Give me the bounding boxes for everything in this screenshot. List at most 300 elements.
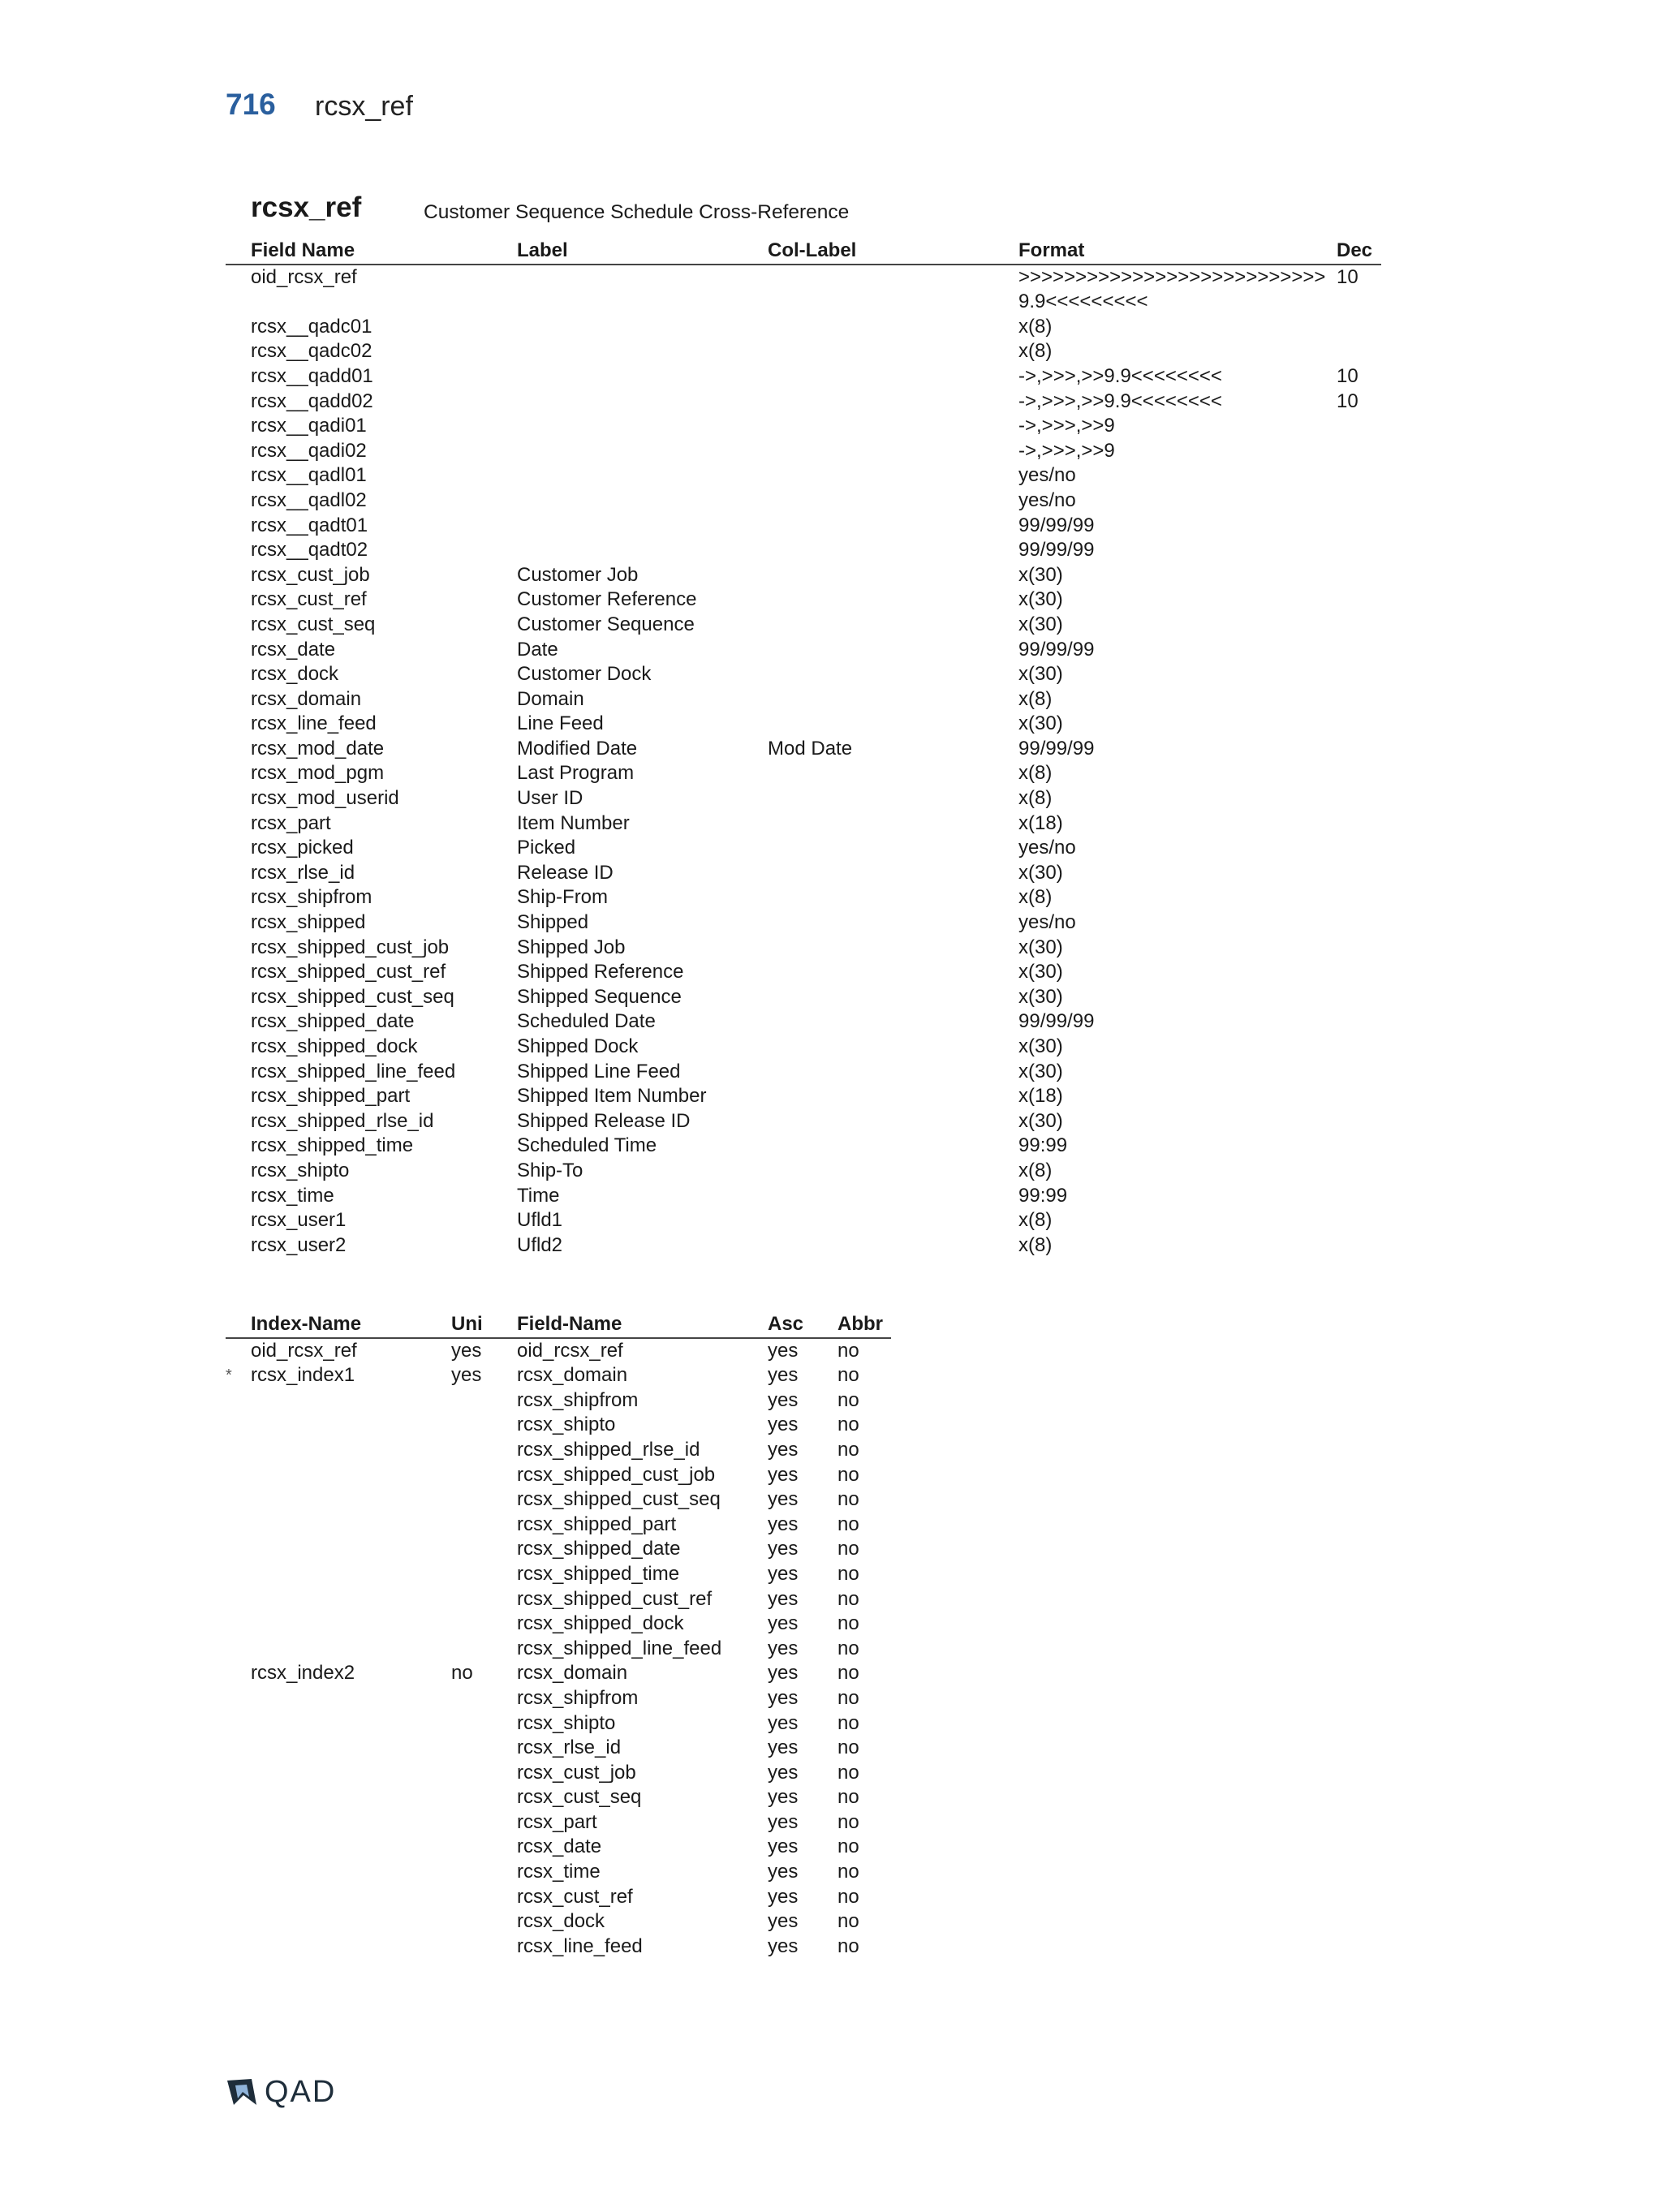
header-asc: Asc	[768, 1313, 804, 1335]
dec-cell	[1337, 662, 1381, 687]
row-mark	[226, 761, 251, 786]
table-row	[226, 463, 1381, 488]
ascending-cell: yes	[768, 1810, 799, 1833]
table-row	[226, 587, 1381, 613]
header-label: Label	[517, 239, 568, 261]
row-mark	[226, 737, 251, 762]
field-name-cell: rcsx_time	[251, 1184, 334, 1207]
primary-index-marker	[226, 1810, 251, 1835]
primary-index-marker	[226, 1537, 251, 1562]
index-name-cell	[251, 1785, 451, 1810]
ascending-cell: yes	[768, 1513, 799, 1535]
logo-text: QAD	[265, 2074, 337, 2109]
header-dec: Dec	[1337, 239, 1373, 261]
row-mark	[226, 613, 251, 638]
index-name-cell	[251, 1686, 451, 1711]
index-field-cell: rcsx_shipped_cust_ref	[517, 1587, 713, 1610]
row-mark	[226, 836, 251, 861]
field-name-cell: rcsx_rlse_id	[251, 861, 355, 884]
dec-cell	[1337, 514, 1381, 539]
index-field-cell: rcsx_cust_seq	[517, 1786, 642, 1809]
table-row	[226, 836, 1381, 861]
abbreviated-cell: no	[837, 1463, 859, 1486]
unique-cell	[451, 1885, 517, 1910]
index-field-cell: rcsx_cust_job	[517, 1761, 636, 1784]
table-name: rcsx_ref	[251, 192, 362, 223]
dec-cell	[1337, 1009, 1381, 1035]
field-name-cell: rcsx_shipped_line_feed	[251, 1060, 456, 1082]
dec-cell	[1337, 811, 1381, 837]
dec-cell	[1337, 414, 1381, 439]
row-mark	[226, 488, 251, 514]
ascending-cell: yes	[768, 1637, 799, 1659]
format-cell: 99/99/99	[1018, 1010, 1095, 1033]
table-row	[226, 662, 1381, 687]
format-cell: x(30)	[1018, 712, 1063, 735]
ascending-cell: yes	[768, 1538, 799, 1560]
field-name-cell: rcsx_shipped_time	[251, 1134, 414, 1157]
label-cell: Line Feed	[517, 712, 604, 735]
field-name-cell: rcsx_shipped_date	[251, 1010, 415, 1033]
label-cell	[517, 463, 768, 488]
field-name-cell: rcsx__qadc01	[251, 315, 372, 338]
row-mark	[226, 315, 251, 340]
index-name-cell: oid_rcsx_ref	[251, 1339, 357, 1362]
label-cell: User ID	[517, 787, 583, 810]
index-name-cell	[251, 1934, 451, 1960]
unique-cell	[451, 1388, 517, 1414]
unique-cell	[451, 1810, 517, 1835]
unique-cell	[451, 1587, 517, 1612]
format-cell: 99/99/99	[1018, 638, 1095, 661]
row-mark	[226, 1134, 251, 1159]
label-cell: Shipped Job	[517, 936, 626, 958]
format-cell: yes/no	[1018, 488, 1076, 511]
header-format: Format	[1018, 239, 1085, 261]
row-mark	[226, 910, 251, 936]
abbreviated-cell: no	[837, 1861, 859, 1883]
col-label-cell	[768, 1109, 1018, 1134]
ascending-cell: yes	[768, 1463, 799, 1486]
index-field-cell: rcsx_cust_ref	[517, 1885, 633, 1908]
col-label-cell	[768, 960, 1018, 985]
abbreviated-cell: no	[837, 1388, 859, 1411]
label-cell: Ship-To	[517, 1159, 583, 1181]
table-description: Customer Sequence Schedule Cross-Reference	[424, 201, 850, 223]
label-cell: Scheduled Date	[517, 1010, 656, 1033]
table-row	[226, 910, 1381, 936]
row-mark	[226, 638, 251, 663]
label-cell: Shipped Line Feed	[517, 1060, 681, 1082]
unique-cell	[451, 1761, 517, 1786]
row-mark	[226, 985, 251, 1010]
format-cell: yes/no	[1018, 464, 1076, 487]
index-field-cell: rcsx_shipfrom	[517, 1388, 639, 1411]
ascending-cell: yes	[768, 1934, 799, 1957]
index-field-cell: rcsx_shipped_time	[517, 1562, 680, 1585]
field-table	[226, 239, 1381, 1258]
row-mark	[226, 861, 251, 886]
index-name-cell	[251, 1637, 451, 1662]
label-cell: Modified Date	[517, 737, 638, 760]
unique-cell	[451, 1711, 517, 1736]
table-row	[226, 514, 1381, 539]
ascending-cell: yes	[768, 1438, 799, 1461]
col-label-cell	[768, 1233, 1018, 1259]
format-cell: x(30)	[1018, 985, 1063, 1008]
field-name-cell: rcsx_shipped	[251, 911, 366, 934]
table-row	[226, 737, 1381, 762]
dec-cell	[1337, 936, 1381, 961]
table-row	[226, 985, 1381, 1010]
label-cell: Customer Job	[517, 563, 639, 586]
format-cell: x(30)	[1018, 861, 1063, 884]
format-cell: x(8)	[1018, 315, 1053, 338]
row-mark	[226, 885, 251, 910]
row-mark	[226, 1035, 251, 1060]
abbreviated-cell: no	[837, 1438, 859, 1461]
col-label-cell	[768, 687, 1018, 712]
index-field-cell: rcsx_shipped_line_feed	[517, 1637, 722, 1659]
dec-cell	[1337, 712, 1381, 737]
dec-cell	[1337, 1084, 1381, 1109]
row-mark	[226, 339, 251, 364]
table-row	[226, 1134, 1381, 1159]
table-row	[226, 638, 1381, 663]
primary-index-marker	[226, 1587, 251, 1612]
format-cell: yes/no	[1018, 911, 1076, 934]
label-cell: Date	[517, 638, 558, 661]
col-label-cell	[768, 712, 1018, 737]
table-row	[226, 786, 1381, 811]
header-index-name: Index-Name	[251, 1313, 362, 1335]
table-row	[226, 1736, 891, 1761]
col-label-cell	[768, 638, 1018, 663]
label-cell	[517, 439, 768, 464]
table-row	[226, 1338, 891, 1364]
field-name-cell: rcsx_shipped_cust_ref	[251, 961, 446, 983]
table-row	[226, 339, 1381, 364]
label-cell: Ufld1	[517, 1209, 563, 1232]
header-col-label: Col-Label	[768, 239, 857, 261]
unique-cell	[451, 1785, 517, 1810]
table-row	[226, 1686, 891, 1711]
primary-index-marker	[226, 1513, 251, 1538]
col-label-cell	[768, 339, 1018, 364]
abbreviated-cell: no	[837, 1885, 859, 1908]
col-label-cell: Mod Date	[768, 737, 853, 760]
index-field-cell: rcsx_shipped_cust_job	[517, 1463, 716, 1486]
field-name-cell: rcsx__qadi02	[251, 439, 367, 462]
ascending-cell: yes	[768, 1686, 799, 1709]
index-field-cell: rcsx_domain	[517, 1364, 628, 1387]
col-label-cell	[768, 1134, 1018, 1159]
abbreviated-cell: no	[837, 1637, 859, 1659]
field-name-cell: rcsx_cust_seq	[251, 613, 376, 635]
dec-cell	[1337, 563, 1381, 588]
format-cell: x(30)	[1018, 961, 1063, 983]
table-row	[226, 1388, 891, 1414]
col-label-cell	[768, 985, 1018, 1010]
index-name-cell	[251, 1413, 451, 1438]
field-name-cell: rcsx_shipped_cust_seq	[251, 985, 454, 1008]
abbreviated-cell: no	[837, 1910, 859, 1933]
qad-logo-icon	[226, 2077, 258, 2107]
unique-cell	[451, 1487, 517, 1513]
primary-index-marker	[226, 1661, 251, 1686]
index-name-cell	[251, 1587, 451, 1612]
table-row	[226, 1363, 891, 1388]
field-name-cell: rcsx_mod_pgm	[251, 762, 385, 785]
field-name-cell: oid_rcsx_ref	[251, 265, 357, 288]
field-name-cell: rcsx_shipped_rlse_id	[251, 1109, 434, 1132]
ascending-cell: yes	[768, 1761, 799, 1784]
index-name-cell	[251, 1736, 451, 1761]
index-field-cell: rcsx_shipped_cust_seq	[517, 1488, 721, 1511]
table-row	[226, 538, 1381, 563]
format-cell: ->,>>>,>>9.9<<<<<<<<	[1018, 389, 1222, 412]
table-row	[226, 1761, 891, 1786]
format-cell: ->,>>>,>>9	[1018, 439, 1115, 462]
dec-cell	[1337, 439, 1381, 464]
format-cell: ->,>>>,>>9.9<<<<<<<<	[1018, 364, 1222, 387]
format-cell: x(8)	[1018, 1209, 1053, 1232]
label-cell: Customer Sequence	[517, 613, 695, 635]
format-cell: x(30)	[1018, 563, 1063, 586]
field-name-cell: rcsx_date	[251, 638, 336, 661]
table-row	[226, 364, 1381, 389]
table-row	[226, 1637, 891, 1662]
row-mark	[226, 1233, 251, 1259]
ascending-cell: yes	[768, 1612, 799, 1635]
row-mark	[226, 439, 251, 464]
index-field-cell: rcsx_line_feed	[517, 1934, 643, 1957]
format-cell: x(30)	[1018, 663, 1063, 686]
unique-cell: no	[451, 1662, 473, 1685]
table-row	[226, 1612, 891, 1637]
abbreviated-cell: no	[837, 1686, 859, 1709]
format-cell: x(30)	[1018, 613, 1063, 635]
label-cell	[517, 538, 768, 563]
row-mark	[226, 1208, 251, 1233]
table-row	[226, 488, 1381, 514]
format-cell: 99:99	[1018, 1184, 1068, 1207]
label-cell: Shipped Reference	[517, 961, 684, 983]
ascending-cell: yes	[768, 1786, 799, 1809]
col-label-cell	[768, 488, 1018, 514]
row-mark	[226, 463, 251, 488]
unique-cell	[451, 1562, 517, 1587]
table-row	[226, 761, 1381, 786]
ascending-cell: yes	[768, 1885, 799, 1908]
format-cell: yes/no	[1018, 837, 1076, 859]
format-cell: 99:99	[1018, 1134, 1068, 1157]
abbreviated-cell: no	[837, 1488, 859, 1511]
label-cell: Release ID	[517, 861, 614, 884]
format-cell: x(8)	[1018, 1233, 1053, 1256]
index-field-cell: rcsx_domain	[517, 1662, 628, 1685]
index-name-cell	[251, 1885, 451, 1910]
table-row	[226, 1463, 891, 1488]
unique-cell	[451, 1413, 517, 1438]
label-cell: Item Number	[517, 811, 630, 834]
index-table	[226, 1312, 891, 1959]
col-label-cell	[768, 910, 1018, 936]
table-row	[226, 1109, 1381, 1134]
format-cell: x(8)	[1018, 340, 1053, 363]
index-name-cell: rcsx_index1	[251, 1364, 355, 1387]
label-cell: Domain	[517, 687, 584, 710]
label-cell	[517, 315, 768, 340]
index-name-cell	[251, 1438, 451, 1463]
row-mark	[226, 587, 251, 613]
col-label-cell	[768, 1208, 1018, 1233]
abbreviated-cell: no	[837, 1810, 859, 1833]
table-row	[226, 1208, 1381, 1233]
dec-cell	[1337, 761, 1381, 786]
field-name-cell: rcsx_shipfrom	[251, 886, 372, 909]
unique-cell	[451, 1736, 517, 1761]
row-mark	[226, 1060, 251, 1085]
field-name-cell: rcsx_mod_date	[251, 737, 385, 760]
ascending-cell: yes	[768, 1736, 799, 1759]
abbreviated-cell: no	[837, 1538, 859, 1560]
label-cell: Shipped Item Number	[517, 1085, 707, 1108]
index-field-cell: rcsx_shipto	[517, 1711, 616, 1734]
dec-cell	[1337, 960, 1381, 985]
unique-cell: yes	[451, 1339, 482, 1362]
row-mark	[226, 712, 251, 737]
table-row	[226, 1159, 1381, 1184]
dec-cell	[1337, 1159, 1381, 1184]
table-row	[226, 315, 1381, 340]
col-label-cell	[768, 936, 1018, 961]
label-cell: Shipped Release ID	[517, 1109, 691, 1132]
format-cell: x(8)	[1018, 787, 1053, 810]
field-name-cell: rcsx__qadi01	[251, 415, 367, 437]
primary-index-marker	[226, 1487, 251, 1513]
field-name-cell: rcsx_cust_ref	[251, 588, 367, 611]
dec-cell	[1337, 587, 1381, 613]
field-name-cell: rcsx_user1	[251, 1209, 347, 1232]
index-name-cell	[251, 1810, 451, 1835]
label-cell: Shipped	[517, 911, 589, 934]
field-name-cell: rcsx__qadl02	[251, 488, 367, 511]
format-cell: 99/99/99	[1018, 539, 1095, 562]
format-cell: x(18)	[1018, 811, 1063, 834]
col-label-cell	[768, 463, 1018, 488]
label-cell: Picked	[517, 837, 576, 859]
table-row	[226, 687, 1381, 712]
label-cell	[517, 488, 768, 514]
primary-index-marker	[226, 1612, 251, 1637]
dec-cell	[1337, 638, 1381, 663]
col-label-cell	[768, 364, 1018, 389]
abbreviated-cell: no	[837, 1612, 859, 1635]
primary-index-marker	[226, 1761, 251, 1786]
ascending-cell: yes	[768, 1861, 799, 1883]
primary-index-marker	[226, 1909, 251, 1934]
format-cell: x(18)	[1018, 1085, 1063, 1108]
table-row	[226, 1909, 891, 1934]
dec-cell	[1337, 1060, 1381, 1085]
field-name-cell: rcsx_shipped_dock	[251, 1035, 418, 1057]
index-name-cell	[251, 1835, 451, 1860]
header-abbr: Abbr	[837, 1313, 883, 1335]
col-label-cell	[768, 538, 1018, 563]
index-field-cell: rcsx_dock	[517, 1910, 605, 1933]
table-row	[226, 1661, 891, 1686]
label-cell: Last Program	[517, 762, 635, 785]
format-cell: >>>>>>>>>>>>>>>>>>>>>>>>>>>9.9<<<<<<<<<	[1018, 265, 1326, 313]
primary-index-marker	[226, 1562, 251, 1587]
dec-cell: 10	[1337, 389, 1358, 412]
format-cell: x(30)	[1018, 1060, 1063, 1082]
primary-index-marker	[226, 1438, 251, 1463]
col-label-cell	[768, 1060, 1018, 1085]
dec-cell	[1337, 836, 1381, 861]
col-label-cell	[768, 389, 1018, 415]
table-row	[226, 1885, 891, 1910]
table-row	[226, 1438, 891, 1463]
primary-index-marker	[226, 1785, 251, 1810]
unique-cell	[451, 1438, 517, 1463]
label-cell: Customer Dock	[517, 663, 652, 686]
index-field-cell: rcsx_shipped_date	[517, 1538, 681, 1560]
primary-index-marker	[226, 1388, 251, 1414]
row-mark	[226, 538, 251, 563]
index-field-cell: rcsx_part	[517, 1810, 597, 1833]
table-row	[226, 1785, 891, 1810]
label-cell	[517, 339, 768, 364]
table-row	[226, 1934, 891, 1960]
label-cell	[517, 514, 768, 539]
ascending-cell: yes	[768, 1364, 799, 1387]
dec-cell	[1337, 488, 1381, 514]
row-mark	[226, 960, 251, 985]
table-row	[226, 885, 1381, 910]
dec-cell	[1337, 339, 1381, 364]
format-cell: 99/99/99	[1018, 514, 1095, 536]
abbreviated-cell: no	[837, 1761, 859, 1784]
field-name-cell: rcsx__qadd01	[251, 364, 373, 387]
table-row	[226, 1084, 1381, 1109]
field-name-cell: rcsx_domain	[251, 687, 362, 710]
dec-cell	[1337, 786, 1381, 811]
field-name-cell: rcsx__qadl01	[251, 464, 367, 487]
primary-index-marker	[226, 1736, 251, 1761]
col-label-cell	[768, 587, 1018, 613]
primary-index-marker	[226, 1835, 251, 1860]
row-mark	[226, 687, 251, 712]
format-cell: x(30)	[1018, 936, 1063, 958]
field-table-body	[226, 265, 1381, 1259]
format-cell: 99/99/99	[1018, 737, 1095, 760]
index-field-cell: rcsx_shipfrom	[517, 1686, 639, 1709]
col-label-cell	[768, 761, 1018, 786]
field-name-cell: rcsx__qadc02	[251, 340, 372, 363]
ascending-cell: yes	[768, 1488, 799, 1511]
col-label-cell	[768, 811, 1018, 837]
qad-logo	[226, 2076, 336, 2108]
primary-index-marker	[226, 1711, 251, 1736]
table-row	[226, 1233, 1381, 1259]
dec-cell	[1337, 538, 1381, 563]
index-name-cell	[251, 1909, 451, 1934]
field-name-cell: rcsx_shipto	[251, 1159, 350, 1181]
table-row	[226, 265, 1381, 315]
index-field-cell: rcsx_shipped_part	[517, 1513, 677, 1535]
